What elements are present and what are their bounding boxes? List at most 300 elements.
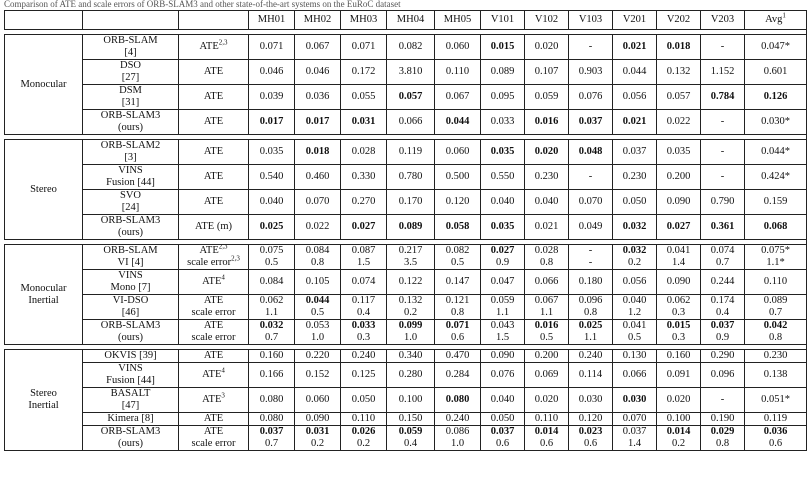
value: 0.027 [490, 245, 515, 256]
group-name: Stereo [30, 183, 57, 195]
table-row [5, 60, 807, 85]
value: 0.105 [305, 276, 330, 287]
value-cell [569, 140, 613, 165]
value: 0.270 [351, 196, 376, 207]
system-name-line: Fusion [44] [106, 177, 155, 188]
value: 0.020 [534, 41, 559, 52]
value: 0.071 [351, 41, 376, 52]
table-row [5, 245, 807, 270]
metric-label [179, 60, 249, 85]
value: 0.049 [578, 221, 603, 232]
value: 0.090 [305, 413, 330, 424]
column-header [5, 11, 83, 30]
group-label [5, 35, 83, 135]
value-cell [295, 363, 341, 388]
value: 0.096 [578, 295, 603, 306]
system-name [83, 363, 179, 388]
value: 0.018 [305, 146, 330, 157]
table-row [5, 388, 807, 413]
value-cell [569, 85, 613, 110]
value-cell [341, 245, 387, 270]
value-cell [657, 270, 701, 295]
value-cell [295, 140, 341, 165]
metric-name: scale error [187, 257, 232, 268]
value-cell [657, 60, 701, 85]
value: 0.9 [495, 257, 510, 268]
metric-line [181, 146, 246, 158]
value-cell [295, 350, 341, 363]
value-cell [745, 363, 807, 388]
metric-name: ATE [203, 413, 224, 424]
value: 0.037 [622, 146, 647, 157]
value: 0.040 [622, 295, 647, 306]
metric-name: ATE [203, 116, 224, 127]
value: 0.057 [666, 91, 691, 102]
metric-line [181, 38, 246, 53]
value: 0.087 [351, 245, 376, 256]
system-name-line: ORB-SLAM3 [100, 426, 161, 437]
value: 0.6 [450, 332, 465, 343]
value-cell [745, 295, 807, 320]
value-cell [387, 140, 435, 165]
value: 0.790 [710, 196, 735, 207]
group-name: Monocular [20, 282, 67, 294]
value-cell [435, 270, 481, 295]
value: 0.240 [351, 350, 376, 361]
metric-line [181, 307, 246, 319]
value: 0.601 [763, 66, 788, 77]
value: 0.096 [710, 369, 735, 380]
column-header [569, 11, 613, 30]
value: 0.780 [398, 171, 423, 182]
system-name-line: ORB-SLAM2 [100, 140, 161, 151]
value: 0.037 [710, 320, 735, 331]
value-cell [341, 426, 387, 451]
value: 0.5 [627, 332, 642, 343]
metric-line [181, 366, 246, 381]
value: 0.7 [264, 438, 279, 449]
column-header [481, 11, 525, 30]
value: 0.044* [761, 146, 790, 157]
system-name-line: VI-DSO [112, 295, 149, 306]
value-cell [249, 165, 295, 190]
value: 0.040 [259, 196, 284, 207]
value: 0.120 [445, 196, 470, 207]
value: 0.035 [490, 221, 515, 232]
column-header-label: V101 [490, 14, 515, 25]
group-name: Monocular [20, 78, 67, 90]
metric-line [181, 332, 246, 344]
value-cell [435, 363, 481, 388]
value: 0.067 [445, 91, 470, 102]
value-cell [387, 295, 435, 320]
value: 0.037 [490, 426, 515, 437]
value: 0.2 [356, 438, 371, 449]
value: 0.069 [534, 369, 559, 380]
value: 0.100 [398, 394, 423, 405]
footnote-marker: 2,3 [218, 244, 228, 251]
value: 0.082 [398, 41, 423, 52]
value: 0.280 [398, 369, 423, 380]
system-name [83, 85, 179, 110]
value-cell [613, 295, 657, 320]
value: - [588, 171, 593, 182]
system-name-line: [27] [121, 72, 140, 83]
value: - [720, 41, 725, 52]
value: 3.810 [398, 66, 423, 77]
value: 0.074 [351, 276, 376, 287]
value: 0.200 [534, 350, 559, 361]
value-cell [613, 413, 657, 426]
metric-name: ATE [203, 91, 224, 102]
value-cell [481, 85, 525, 110]
value: 0.114 [578, 369, 603, 380]
value-cell [745, 85, 807, 110]
value: 0.5 [450, 257, 465, 268]
value: 0.099 [398, 320, 423, 331]
table-row [5, 426, 807, 451]
value-cell [701, 215, 745, 240]
value-cell [525, 60, 569, 85]
value-cell [569, 35, 613, 60]
system-name-line: [31] [121, 97, 140, 108]
column-header [179, 11, 249, 30]
table-caption: Comparison of ATE and scale errors of ORB-SLAM3 and other state-of-the-art systems on the EuRoC dataset [4, 0, 401, 9]
value-cell [249, 190, 295, 215]
value: 0.053 [305, 320, 330, 331]
metric-line [181, 196, 246, 208]
metric-line [181, 426, 246, 438]
value: 0.082 [445, 245, 470, 256]
value-cell [435, 215, 481, 240]
value-cell [295, 110, 341, 135]
value-cell [613, 350, 657, 363]
column-header-label: V103 [578, 14, 603, 25]
value-cell [745, 140, 807, 165]
value: 0.044 [305, 295, 330, 306]
value-cell [701, 320, 745, 345]
value: 0.067 [534, 295, 559, 306]
value: 0.170 [398, 196, 423, 207]
column-header [613, 11, 657, 30]
value: 0.075 [259, 245, 284, 256]
value: 0.3 [356, 332, 371, 343]
system-name-line: Fusion [44] [106, 375, 155, 386]
system-name-line: [24] [121, 202, 140, 213]
value: 0.230 [534, 171, 559, 182]
value: 0.150 [398, 413, 423, 424]
value-cell [569, 190, 613, 215]
value: 0.050 [622, 196, 647, 207]
metric-label [179, 270, 249, 295]
system-name-line: [46] [121, 307, 140, 318]
value-cell [745, 110, 807, 135]
value-cell [745, 35, 807, 60]
value: 0.8 [539, 257, 554, 268]
value: 0.6 [495, 438, 510, 449]
value-cell [435, 350, 481, 363]
value-cell [657, 295, 701, 320]
value: 0.060 [445, 41, 470, 52]
value: 0.8 [583, 307, 598, 318]
value: 0.020 [534, 394, 559, 405]
system-name [83, 245, 179, 270]
value: 0.044 [445, 116, 470, 127]
value-cell [701, 140, 745, 165]
value: 0.036 [305, 91, 330, 102]
value: - [720, 394, 725, 405]
value: 0.110 [445, 66, 470, 77]
value-cell [249, 215, 295, 240]
value-cell [525, 270, 569, 295]
metric-line [181, 413, 246, 425]
system-name-line: ORB-SLAM3 [100, 110, 161, 121]
value-cell [613, 140, 657, 165]
value: 0.084 [305, 245, 330, 256]
system-name-line: BASALT [110, 388, 151, 399]
value: 0.540 [259, 171, 284, 182]
value-cell [657, 426, 701, 451]
value-cell [613, 270, 657, 295]
value: 0.240 [445, 413, 470, 424]
system-name [83, 60, 179, 85]
value: 0.018 [666, 41, 691, 52]
table-row [5, 85, 807, 110]
value-cell [569, 60, 613, 85]
value: 0.089 [490, 66, 515, 77]
value: 0.062 [259, 295, 284, 306]
value-cell [613, 110, 657, 135]
system-name [83, 215, 179, 240]
value: 0.060 [305, 394, 330, 405]
value-cell [387, 190, 435, 215]
value: 0.090 [490, 350, 515, 361]
column-header [745, 11, 807, 30]
value: 0.200 [666, 171, 691, 182]
footnote-marker: 4 [221, 273, 225, 282]
value-cell [295, 388, 341, 413]
value: 3.5 [403, 257, 418, 268]
value: 0.062 [666, 295, 691, 306]
value-cell [249, 60, 295, 85]
metric-label [179, 363, 249, 388]
metric-line [181, 254, 246, 269]
value-cell [295, 320, 341, 345]
value: 0.9 [715, 332, 730, 343]
value: 0.055 [351, 91, 376, 102]
system-name-line: VINS [118, 270, 143, 281]
table-row [5, 190, 807, 215]
value: 0.174 [710, 295, 735, 306]
value: 0.029 [710, 426, 735, 437]
column-header-label: V202 [666, 14, 691, 25]
value-cell [481, 363, 525, 388]
metric-name: ATE [203, 171, 224, 182]
value-cell [387, 215, 435, 240]
column-header [387, 11, 435, 30]
value: 0.147 [445, 276, 470, 287]
value: 0.2 [671, 438, 686, 449]
value: 0.8 [310, 257, 325, 268]
value-cell [387, 426, 435, 451]
metric-name: scale error [191, 332, 236, 343]
value-cell [525, 413, 569, 426]
value: 0.117 [351, 295, 376, 306]
value: 0.460 [305, 171, 330, 182]
metric-label [179, 165, 249, 190]
value-cell [481, 110, 525, 135]
value-cell [745, 426, 807, 451]
value-cell [295, 215, 341, 240]
value-cell [481, 35, 525, 60]
value: 0.100 [666, 413, 691, 424]
value: 0.110 [534, 413, 559, 424]
value-cell [435, 165, 481, 190]
value: 0.076 [578, 91, 603, 102]
value-cell [295, 413, 341, 426]
value: 0.051* [761, 394, 790, 405]
metric-line [181, 273, 246, 288]
value-cell [657, 190, 701, 215]
group-label [5, 245, 83, 345]
value: 0.6 [539, 438, 554, 449]
metric-line [181, 438, 246, 450]
value: 0.190 [710, 413, 735, 424]
value: 0.2 [403, 307, 418, 318]
value-cell [481, 190, 525, 215]
system-name-line: VINS [118, 363, 143, 374]
metric-name: ATE [203, 295, 224, 306]
value: 0.8 [715, 438, 730, 449]
value: 0.020 [666, 394, 691, 405]
value: 1.1 [583, 332, 598, 343]
value-cell [745, 270, 807, 295]
value: 0.080 [445, 394, 470, 405]
metric-label [179, 413, 249, 426]
value-cell [569, 413, 613, 426]
value: 0.070 [578, 196, 603, 207]
group-name: Inertial [28, 294, 59, 306]
value: 1.1 [495, 307, 510, 318]
system-name-line: [3] [124, 152, 137, 163]
footnote-marker: 2,3 [231, 254, 240, 263]
value: 0.059 [490, 295, 515, 306]
value-cell [525, 190, 569, 215]
value: 0.032 [622, 245, 647, 256]
value-cell [701, 60, 745, 85]
value-cell [613, 165, 657, 190]
value-cell [657, 413, 701, 426]
value: 0.056 [622, 276, 647, 287]
value-cell [745, 350, 807, 363]
value-cell [657, 363, 701, 388]
value: 0.060 [445, 146, 470, 157]
metric-label [179, 388, 249, 413]
value: 0.090 [666, 196, 691, 207]
value: 0.032 [259, 320, 284, 331]
value-cell [387, 110, 435, 135]
value-cell [249, 426, 295, 451]
metric-name: ATE [199, 245, 219, 256]
column-header-label: V201 [622, 14, 647, 25]
value: 0.107 [534, 66, 559, 77]
metric-label [179, 110, 249, 135]
value-cell [341, 363, 387, 388]
value: 0.044 [622, 66, 647, 77]
value-cell [435, 426, 481, 451]
metric-name: ATE [203, 350, 224, 361]
value-cell [295, 245, 341, 270]
value-cell [525, 295, 569, 320]
value: 0.042 [763, 320, 788, 331]
value-cell [613, 320, 657, 345]
value: 0.080 [259, 394, 284, 405]
value: 1.152 [710, 66, 735, 77]
value: 0.290 [710, 350, 735, 361]
value-cell [525, 320, 569, 345]
metric-name: ATE [202, 369, 222, 380]
value: 0.015 [490, 41, 515, 52]
system-name [83, 35, 179, 60]
value-cell [701, 295, 745, 320]
value-cell [387, 350, 435, 363]
value-cell [657, 320, 701, 345]
value-cell [341, 60, 387, 85]
value: 0.015 [666, 320, 691, 331]
value-cell [435, 110, 481, 135]
value-cell [525, 245, 569, 270]
value-cell [657, 140, 701, 165]
metric-line [181, 91, 246, 103]
value: 0.240 [578, 350, 603, 361]
table-row [5, 363, 807, 388]
value: 0.122 [398, 276, 423, 287]
system-name-line: VINS [118, 165, 143, 176]
value-cell [435, 35, 481, 60]
value: 0.048 [578, 146, 603, 157]
value-cell [249, 35, 295, 60]
value-cell [295, 165, 341, 190]
value-cell [525, 85, 569, 110]
value: 0.903 [578, 66, 603, 77]
value: 0.022 [305, 221, 330, 232]
value: 0.028 [351, 146, 376, 157]
system-name [83, 426, 179, 451]
value-cell [341, 413, 387, 426]
value: 0.7 [264, 332, 279, 343]
value: 0.040 [534, 196, 559, 207]
value: - [720, 146, 725, 157]
value-cell [295, 85, 341, 110]
value: 0.026 [351, 426, 376, 437]
value-cell [569, 426, 613, 451]
value: 0.220 [305, 350, 330, 361]
value: 0.037 [622, 426, 647, 437]
value: 1.0 [450, 438, 465, 449]
value: 0.076 [490, 369, 515, 380]
value: 0.071 [445, 320, 470, 331]
value-cell [341, 35, 387, 60]
metric-line [181, 66, 246, 78]
value: 0.470 [445, 350, 470, 361]
value: 0.070 [305, 196, 330, 207]
system-name-line: DSO [119, 60, 141, 71]
value: 1.5 [495, 332, 510, 343]
metric-name: ATE [199, 41, 219, 52]
value: 0.016 [534, 116, 559, 127]
value: 0.066 [534, 276, 559, 287]
value: 0.039 [259, 91, 284, 102]
